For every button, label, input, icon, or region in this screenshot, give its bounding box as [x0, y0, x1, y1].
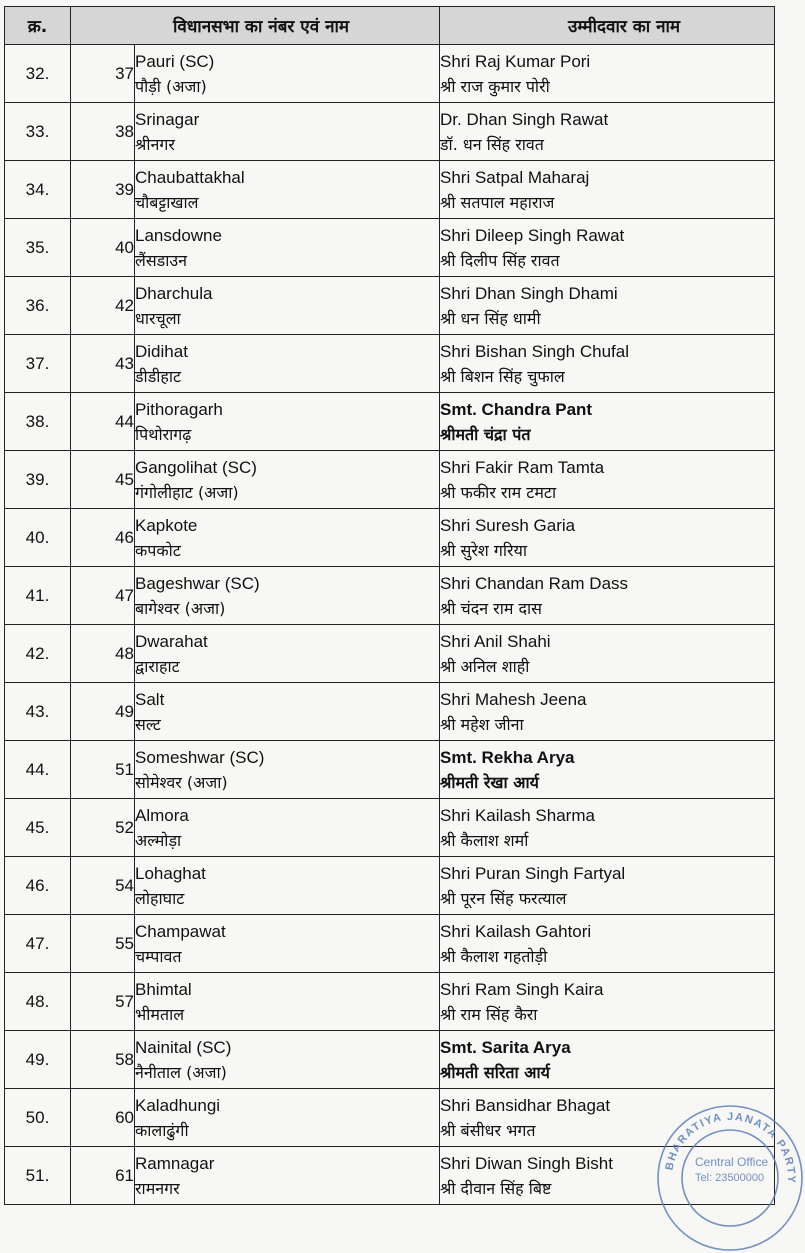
constituency-number: 49 [71, 683, 135, 741]
candidate-name-hi: डॉ. धन सिंह रावत [440, 134, 544, 154]
constituency-name-hi: गंगोलीहाट (अजा) [135, 482, 239, 502]
serial-number: 33. [5, 103, 71, 161]
constituency-name-en: Dharchula [135, 283, 213, 303]
candidate-name-en: Shri Satpal Maharaj [440, 167, 590, 187]
candidate-name-en: Smt. Sarita Arya [440, 1037, 571, 1057]
candidate-name-en: Shri Anil Shahi [440, 631, 551, 651]
candidate-cell [440, 567, 775, 625]
table-row [5, 509, 775, 567]
candidate-cell [440, 219, 775, 277]
constituency-name-hi: भीमताल [135, 1004, 185, 1024]
constituency-name-en: Almora [135, 805, 189, 825]
candidate-name-en: Shri Bansidhar Bhagat [440, 1095, 611, 1115]
constituency-name-hi: पौड़ी (अजा) [135, 76, 207, 96]
candidate-name-hi: श्री दीवान सिंह बिष्ट [440, 1178, 552, 1198]
candidate-name-hi: श्री धन सिंह धामी [440, 308, 541, 328]
candidate-name-en: Shri Dhan Singh Dhami [440, 283, 618, 303]
candidate-cell [440, 915, 775, 973]
constituency-number: 58 [71, 1031, 135, 1089]
constituency-cell [135, 161, 440, 219]
constituency-name-hi: अल्मोड़ा [135, 830, 182, 850]
candidate-cell [440, 973, 775, 1031]
candidate-name-en: Shri Kailash Sharma [440, 805, 595, 825]
constituency-name-en: Bageshwar (SC) [135, 573, 260, 593]
header-constituency: विधानसभा का नंबर एवं नाम [71, 7, 440, 45]
constituency-cell [135, 509, 440, 567]
stamp-ring-text: BHARATIYA JANATA PARTY [663, 1110, 798, 1185]
serial-number: 35. [5, 219, 71, 277]
constituency-name-hi: लैंसडाउन [135, 250, 188, 270]
candidate-cell [440, 683, 775, 741]
constituency-cell [135, 915, 440, 973]
candidate-cell [440, 393, 775, 451]
constituency-number: 38 [71, 103, 135, 161]
constituency-name-en: Nainital (SC) [135, 1037, 232, 1057]
candidate-name-hi: श्री पूरन सिंह फरत्याल [440, 888, 567, 908]
header-serial: क्र. [5, 7, 71, 45]
candidate-name-en: Shri Chandan Ram Dass [440, 573, 629, 593]
constituency-number: 55 [71, 915, 135, 973]
constituency-cell [135, 335, 440, 393]
constituency-name-en: Didihat [135, 341, 188, 361]
constituency-name-hi: कालाढुंगी [135, 1120, 189, 1140]
serial-number: 46. [5, 857, 71, 915]
candidate-cell [440, 799, 775, 857]
constituency-name-en: Kaladhungi [135, 1095, 221, 1115]
constituency-cell [135, 45, 440, 103]
candidate-name-en: Shri Kailash Gahtori [440, 921, 592, 941]
table-row [5, 625, 775, 683]
candidate-name-en: Dr. Dhan Singh Rawat [440, 109, 609, 129]
candidate-cell [440, 335, 775, 393]
constituency-number: 52 [71, 799, 135, 857]
candidate-name-en: Shri Dileep Singh Rawat [440, 225, 625, 245]
constituency-name-en: Salt [135, 689, 165, 709]
constituency-number: 48 [71, 625, 135, 683]
candidate-name-hi: श्री राम सिंह कैरा [440, 1004, 538, 1024]
constituency-cell [135, 277, 440, 335]
constituency-name-en: Lansdowne [135, 225, 222, 245]
constituency-number: 60 [71, 1089, 135, 1147]
constituency-number: 40 [71, 219, 135, 277]
candidate-cell [440, 509, 775, 567]
constituency-name-en: Champawat [135, 921, 226, 941]
serial-number: 43. [5, 683, 71, 741]
constituency-name-hi: रामनगर [135, 1178, 180, 1198]
table-row [5, 1089, 775, 1147]
constituency-cell [135, 1089, 440, 1147]
serial-number: 50. [5, 1089, 71, 1147]
serial-number: 34. [5, 161, 71, 219]
constituency-number: 43 [71, 335, 135, 393]
header-candidate: उम्मीदवार का नाम [440, 7, 775, 45]
table-row [5, 161, 775, 219]
constituency-name-hi: पिथोरागढ़ [135, 424, 192, 444]
constituency-number: 39 [71, 161, 135, 219]
constituency-name-en: Ramnagar [135, 1153, 215, 1173]
constituency-cell [135, 683, 440, 741]
constituency-cell [135, 625, 440, 683]
constituency-number: 57 [71, 973, 135, 1031]
candidate-cell [440, 1031, 775, 1089]
constituency-number: 54 [71, 857, 135, 915]
serial-number: 40. [5, 509, 71, 567]
candidate-name-en: Shri Diwan Singh Bisht [440, 1153, 613, 1173]
serial-number: 51. [5, 1147, 71, 1205]
stamp-center-text: Central Office [695, 1155, 769, 1169]
constituency-name-hi: सोमेश्वर (अजा) [135, 772, 228, 792]
candidate-name-hi: श्री सुरेश गरिया [440, 540, 528, 560]
candidate-cell [440, 451, 775, 509]
constituency-cell [135, 451, 440, 509]
constituency-name-hi: सल्ट [135, 714, 161, 734]
candidate-name-hi: श्री बंसीधर भगत [440, 1120, 536, 1140]
constituency-name-en: Dwarahat [135, 631, 208, 651]
constituency-number: 37 [71, 45, 135, 103]
serial-number: 41. [5, 567, 71, 625]
constituency-name-en: Someshwar (SC) [135, 747, 265, 767]
constituency-cell [135, 973, 440, 1031]
constituency-cell [135, 799, 440, 857]
candidate-name-hi: श्री बिशन सिंह चुफाल [440, 366, 565, 386]
constituency-name-en: Pithoragarh [135, 399, 223, 419]
table-header-row [5, 7, 775, 45]
constituency-number: 61 [71, 1147, 135, 1205]
serial-number: 39. [5, 451, 71, 509]
constituency-cell [135, 393, 440, 451]
serial-number: 37. [5, 335, 71, 393]
candidate-name-hi: श्री सतपाल महाराज [440, 192, 555, 212]
constituency-cell [135, 1147, 440, 1205]
constituency-cell [135, 219, 440, 277]
table-row [5, 45, 775, 103]
table-row [5, 799, 775, 857]
constituency-cell [135, 103, 440, 161]
candidate-name-en: Shri Suresh Garia [440, 515, 576, 535]
serial-number: 32. [5, 45, 71, 103]
candidate-name-hi: श्री अनिल शाही [440, 656, 530, 676]
candidate-cell [440, 1089, 775, 1147]
serial-number: 42. [5, 625, 71, 683]
constituency-name-hi: द्वाराहाट [135, 656, 180, 676]
constituency-name-hi: कपकोट [135, 540, 181, 560]
stamp-phone-text: Tel: 23500000 [695, 1172, 765, 1184]
candidate-name-en: Shri Raj Kumar Pori [440, 51, 591, 71]
candidate-name-en: Shri Ram Singh Kaira [440, 979, 604, 999]
table-row [5, 1031, 775, 1089]
candidate-name-hi: श्रीमती सरिता आर्य [440, 1062, 550, 1082]
candidate-name-hi: श्रीमती रेखा आर्य [440, 772, 539, 792]
constituency-name-hi: श्रीनगर [135, 134, 175, 154]
serial-number: 47. [5, 915, 71, 973]
candidate-cell [440, 45, 775, 103]
serial-number: 49. [5, 1031, 71, 1089]
constituency-name-en: Lohaghat [135, 863, 206, 883]
table-row [5, 567, 775, 625]
table-row [5, 741, 775, 799]
candidate-name-hi: श्री राज कुमार पोरी [440, 76, 550, 96]
candidate-name-hi: श्री कैलाश शर्मा [440, 830, 529, 850]
candidate-cell [440, 161, 775, 219]
constituency-name-en: Kapkote [135, 515, 198, 535]
constituency-number: 42 [71, 277, 135, 335]
constituency-cell [135, 857, 440, 915]
constituency-name-en: Gangolihat (SC) [135, 457, 257, 477]
table-row [5, 393, 775, 451]
candidate-name-en: Shri Bishan Singh Chufal [440, 341, 630, 361]
constituency-cell [135, 567, 440, 625]
constituency-name-en: Pauri (SC) [135, 51, 215, 71]
candidate-name-hi: श्री फकीर राम टमटा [440, 482, 557, 502]
constituency-number: 47 [71, 567, 135, 625]
candidate-list-table [4, 6, 775, 1205]
candidate-name-en: Smt. Rekha Arya [440, 747, 575, 767]
candidate-name-en: Shri Puran Singh Fartyal [440, 863, 626, 883]
table-row [5, 683, 775, 741]
constituency-number: 51 [71, 741, 135, 799]
table-row [5, 973, 775, 1031]
constituency-name-hi: नैनीताल (अजा) [135, 1062, 227, 1082]
constituency-name-hi: डीडीहाट [135, 366, 182, 386]
constituency-name-hi: लोहाघाट [135, 888, 185, 908]
constituency-cell [135, 1031, 440, 1089]
candidate-name-hi: श्री कैलाश गहतोड़ी [440, 946, 548, 966]
candidate-name-en: Smt. Chandra Pant [440, 399, 593, 419]
table-row [5, 335, 775, 393]
constituency-number: 45 [71, 451, 135, 509]
constituency-name-hi: चौबट्टाखाल [135, 192, 199, 212]
table-row [5, 103, 775, 161]
constituency-name-hi: चम्पावत [135, 946, 182, 966]
constituency-name-hi: बागेश्वर (अजा) [135, 598, 226, 618]
table-row [5, 1147, 775, 1205]
candidate-cell [440, 277, 775, 335]
constituency-cell [135, 741, 440, 799]
candidate-cell [440, 1147, 775, 1205]
serial-number: 48. [5, 973, 71, 1031]
constituency-name-en: Chaubattakhal [135, 167, 245, 187]
candidate-cell [440, 741, 775, 799]
candidate-name-en: Shri Fakir Ram Tamta [440, 457, 605, 477]
table-row [5, 277, 775, 335]
table-row [5, 219, 775, 277]
serial-number: 36. [5, 277, 71, 335]
table-row [5, 451, 775, 509]
constituency-name-en: Srinagar [135, 109, 200, 129]
serial-number: 38. [5, 393, 71, 451]
candidate-cell [440, 857, 775, 915]
constituency-number: 44 [71, 393, 135, 451]
candidate-name-hi: श्रीमती चंद्रा पंत [440, 424, 531, 444]
candidate-cell [440, 103, 775, 161]
constituency-name-en: Bhimtal [135, 979, 192, 999]
candidate-name-hi: श्री चंदन राम दास [440, 598, 542, 618]
serial-number: 44. [5, 741, 71, 799]
constituency-name-hi: धारचूला [135, 308, 181, 328]
constituency-number: 46 [71, 509, 135, 567]
candidate-name-hi: श्री महेश जीना [440, 714, 524, 734]
candidate-name-hi: श्री दिलीप सिंह रावत [440, 250, 560, 270]
serial-number: 45. [5, 799, 71, 857]
candidate-name-en: Shri Mahesh Jeena [440, 689, 587, 709]
table-row [5, 915, 775, 973]
candidate-cell [440, 625, 775, 683]
table-row [5, 857, 775, 915]
